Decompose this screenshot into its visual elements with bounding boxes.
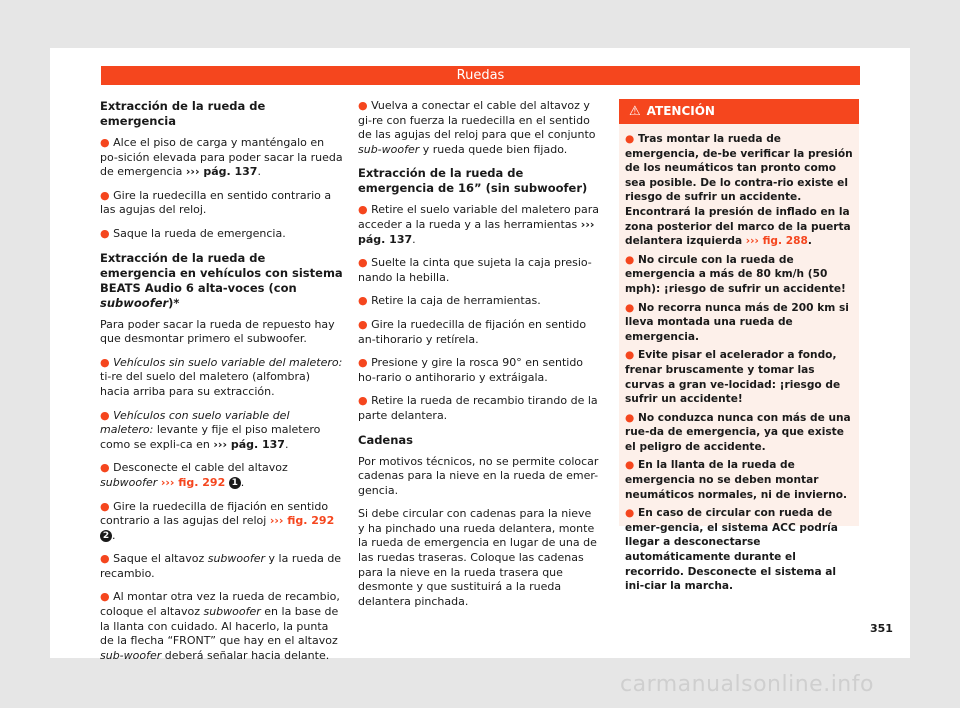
bullet-icon: ● [100, 188, 110, 202]
heading-emergency-wheel: Extracción de la rueda de emergencia [100, 99, 266, 128]
page-ref-link[interactable]: ››› pág. 137 [185, 165, 258, 179]
bullet-icon: ● [100, 461, 110, 475]
warning-item: ● En la llanta de la rueda de emergencia no se deben montar neumáticos normales, ni de invierno. [625, 459, 848, 501]
bullet-icon: ● [100, 552, 110, 566]
page-number: 351 [870, 622, 893, 635]
callout-number: 1 [229, 477, 241, 489]
watermark: carmanualsonline.info [620, 672, 874, 697]
warning-box [619, 99, 859, 593]
bullet-icon: ● [100, 226, 110, 240]
warning-item: ● Evite pisar el acelerador a fondo, frenar bruscamente y tomar las curvas a gran ve-locidad: ¡riesgo de sufrir un accidente! [625, 349, 841, 406]
figure-ref-link[interactable]: ››› fig. 292 [160, 475, 226, 489]
paragraph: Por motivos técnicos, no se permite colocar cadenas para la nieve en la rueda de emer-gencia. [358, 454, 599, 497]
warning-triangle-icon: ⚠ [629, 104, 641, 119]
figure-ref-link[interactable]: ››› fig. 288 [745, 235, 808, 248]
list-item: ● Vehículos sin suelo variable del maletero: ti-re del suelo del maletero (alfombra) hacia arriba para su extracción. [100, 355, 343, 398]
bullet-icon: ● [358, 294, 368, 308]
list-item: ● Al montar otra vez la rueda de recambio, coloque el altavoz subwoofer en la base de la llanta con cuidado. Al hacerlo, la punta de la flecha “FRONT” que hay en el altavoz sub-woofer deberá señalar hacia delante. [100, 590, 340, 662]
list-item: ● Presione y gire la rosca 90° en sentido ho-rario o antihorario y extráigala. [358, 356, 584, 384]
heading-beats-audio: Extracción de la rueda de emergencia en vehículos con sistema BEATS Audio 6 alta-voces (con subwoofer)* [100, 250, 343, 310]
bullet-icon: ● [100, 408, 110, 422]
warning-item: ● En caso de circular con rueda de emer-gencia, el sistema ACC podría llegar a desconectarse automáticamente durante el recorrido. Desconecte el sistema al ini-ciar la marcha. [625, 507, 838, 593]
list-item: ● Retire el suelo variable del maletero para acceder a la rueda y a las herramientas ››› pág. 137. [358, 203, 600, 246]
page-ref-link[interactable]: ››› pág. 137 [213, 437, 285, 451]
middle-column [358, 99, 600, 618]
warning-item: ● No recorra nunca más de 200 km si lleva montada una rueda de emergencia. [625, 301, 849, 343]
warning-body [619, 124, 859, 594]
bullet-icon: ● [358, 394, 368, 408]
heading-chains: Cadenas [358, 432, 414, 447]
list-item: ● Suelte la cinta que sujeta la caja presio-nando la hebilla. [358, 256, 592, 284]
paragraph: Si debe circular con cadenas para la nieve y ha pinchado una rueda delantera, monte la rueda de emergencia en lugar de una de las ruedas traseras. Coloque las cadenas para la nieve en la rueda trasera que desmonte y que sustituirá a la rueda delantera pinchada. [358, 507, 597, 608]
list-item: ● Vehículos con suelo variable del maletero: levante y fije el piso maletero como se expli-ca en ››› pág. 137. [100, 408, 321, 451]
figure-ref-link[interactable]: ››› fig. 292 [269, 514, 335, 528]
left-column [100, 99, 343, 672]
bullet-icon: ● [100, 355, 110, 369]
bullet-icon: ● [100, 136, 110, 149]
list-item: ● Retire la caja de herramientas. [358, 294, 541, 308]
list-item: ● Retire la rueda de recambio tirando de la parte delantera. [358, 394, 598, 422]
list-item: ● Saque la rueda de emergencia. [100, 226, 286, 240]
bullet-icon: ● [100, 590, 110, 604]
warning-item: ● No conduzca nunca con más de una rue-da de emergencia, ya que existe el peligro de accidente. [625, 411, 851, 453]
paragraph: Para poder sacar la rueda de repuesto hay que desmontar primero el subwoofer. [100, 317, 335, 346]
warning-header: ⚠ ATENCIÓN [619, 99, 859, 124]
section-header: Ruedas [101, 66, 860, 85]
bullet-icon: ● [358, 256, 368, 270]
warning-item: ● No circule con la rueda de emergencia a más de 80 km/h (50 mph): ¡riesgo de sufrir un accidente! [625, 253, 846, 295]
callout-number: 2 [100, 530, 112, 542]
list-item: ● Vuelva a conectar el cable del altavoz y gi-re con fuerza la ruedecilla en el sentido de las agujas del reloj para que el conjunto sub-woofer y rueda quede bien fijado. [358, 99, 596, 156]
list-item: ● Saque el altavoz subwoofer y la rueda de recambio. [100, 552, 342, 580]
list-item: ● Gire la ruedecilla en sentido contrario a las agujas del reloj. [100, 188, 332, 217]
list-item: ● Gire la ruedecilla de fijación en sentido contrario a las agujas del reloj ››› fig. 292 2 . [100, 499, 335, 542]
list-item: ● Alce el piso de carga y manténgalo en po-sición elevada para poder sacar la rueda de emergencia ››› pág. 137. [100, 136, 343, 179]
heading-16-inch-wheel: Extracción de la rueda de emergencia de 16” (sin subwoofer) [358, 166, 588, 196]
bullet-icon: ● [358, 99, 368, 112]
page-ref-link[interactable]: ››› pág. 137 [358, 217, 595, 246]
list-item: ● Gire la ruedecilla de fijación en sentido an-tihorario y retírela. [358, 317, 587, 346]
bullet-icon: ● [358, 317, 368, 331]
bullet-icon: ● [358, 203, 368, 217]
bullet-icon: ● [358, 356, 368, 370]
bullet-icon: ● [100, 499, 110, 513]
list-item: ● Desconecte el cable del altavoz subwoofer ››› fig. 292 1 . [100, 461, 288, 489]
warning-item: ● Tras montar la rueda de emergencia, de-be verificar la presión de los neumáticos tan pronto como sea posible. De lo contra-rio existe el riesgo de sufrir un accidente. Encontrará la presión de inflado en la zona posterior del marco de la puerta delantera izquierda ››› fig. 288. [625, 133, 853, 248]
